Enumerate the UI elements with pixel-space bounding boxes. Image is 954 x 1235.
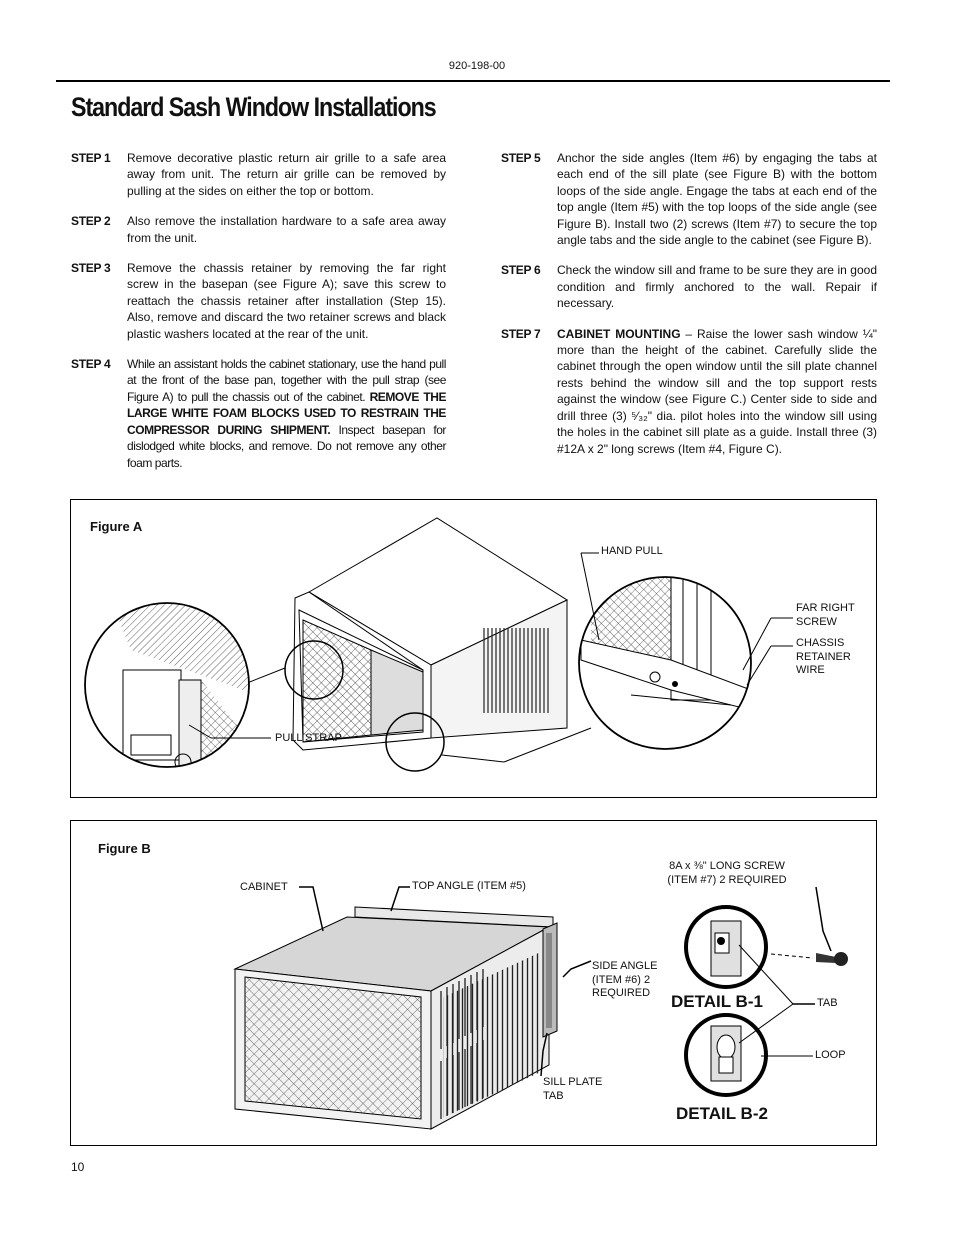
air-conditioner-unit <box>293 518 567 750</box>
step-label: STEP 3 <box>71 261 111 276</box>
step-text <box>127 356 446 471</box>
page-number: 10 <box>71 1160 85 1174</box>
step-3 <box>71 260 446 342</box>
figure-b-box <box>70 820 877 1146</box>
top-angle-label: TOP ANGLE (ITEM #5) <box>412 880 526 892</box>
step-text: Remove the chassis retainer by removing the far right screw in the basepan (see Figure A); save this screw to reattach the chassis retainer after installation (Step 15). Also, remove and discard the two retainer screws and black plastic washers located at the rear of the unit. <box>127 261 446 341</box>
figure-a-box <box>70 499 877 798</box>
pull-strap-detail <box>81 600 271 770</box>
steps-right-column <box>501 150 877 471</box>
screw-label-line1: 8A x ⅜" LONG SCREW <box>669 860 785 872</box>
loop-label: LOOP <box>815 1049 846 1061</box>
tab-label: TAB <box>817 997 838 1009</box>
chassis-retainer-wire-label: CHASSIS RETAINER WIRE <box>796 637 851 676</box>
step-4-text-end: Inspect basepan for dislodged white blocks, and remove. Do not remove any other foam parts. <box>127 422 446 470</box>
screw-label-line2: (ITEM #7) 2 REQUIRED <box>667 873 787 886</box>
step-text: Remove decorative plastic return air grille to a safe area away from unit. The return air grille can be removed by pulling at the sides on either the top or bottom. <box>127 151 446 198</box>
detail-b2-circle <box>686 1015 766 1095</box>
step-label: STEP 5 <box>501 151 541 165</box>
step-label: STEP 6 <box>501 263 541 278</box>
step-6 <box>501 262 877 311</box>
screw-drawing <box>771 952 848 966</box>
detail-b1-circle <box>686 907 766 987</box>
figure-b-title: Figure B <box>98 841 151 856</box>
step-7 <box>501 326 877 457</box>
step-5 <box>501 150 877 248</box>
document-number: 920-198-00 <box>448 60 506 72</box>
step-text <box>557 326 877 457</box>
step-4-warning: REMOVE THE LARGE WHITE FOAM BLOCKS USED TO RESTRAIN THE COMPRESSOR DURING SHIPMENT. <box>127 389 446 437</box>
hand-pull-detail <box>571 570 761 760</box>
side-angle-label: SIDE ANGLE (ITEM #6) 2 REQUIRED <box>592 960 658 999</box>
cabinet-drawing <box>235 907 557 1129</box>
pull-strap-label: PULL STRAP <box>275 732 342 744</box>
header-rule <box>56 80 890 82</box>
step-label: STEP 7 <box>501 326 541 341</box>
step-label: STEP 1 <box>71 151 111 165</box>
step-text: Anchor the side angles (Item #6) by engaging the tabs at each end of the sill plate (see Figure B) with the bottom loops of the side angle. Engage the tabs at each end of the top angle (Item #5) with the top loops of the side angle (see Figure B). Install two (2) screws (Item #7) to secure the top angle tabs and the side angle to the cabinet (see Figure B). <box>557 151 877 248</box>
page-title: Standard Sash Window Installations <box>71 92 436 122</box>
figure-a-illustration <box>71 500 875 796</box>
step-text: Check the window sill and frame to be sure they are in good condition and firmly anchored to the wall. Repair if necessary. <box>557 263 877 311</box>
step-1 <box>71 150 446 199</box>
step-7-heading: CABINET MOUNTING <box>557 326 681 341</box>
step-4-text-start: While an assistant holds the cabinet stationary, use the hand pull at the front of the base pan, together with the pull strap (see Figure A) to pull the chassis out of the cabinet. <box>127 357 446 404</box>
cabinet-label: CABINET <box>240 881 288 893</box>
hand-pull-label: HAND PULL <box>601 545 663 557</box>
step-2 <box>71 213 446 246</box>
step-4 <box>71 356 446 471</box>
step-label: STEP 2 <box>71 214 111 229</box>
far-right-screw-label: FAR RIGHT SCREW <box>796 602 855 628</box>
detail-b2-label: DETAIL B-2 <box>676 1104 768 1123</box>
sill-plate-tab-label: SILL PLATE TAB <box>543 1076 603 1102</box>
steps-left-column <box>71 150 446 485</box>
detail-b1-label: DETAIL B-1 <box>671 992 763 1011</box>
step-text: Also remove the installation hardware to a safe area away from the unit. <box>127 214 446 245</box>
screw-label <box>657 860 797 887</box>
step-7-body: – Raise the lower sash window ¼" more than the height of the cabinet. Carefully slide the cabinet through the open window until the sill plate channel rests behind the window sill and the top support rests against the window (see Figure C.) Center side to side and drill three (3) ⁵⁄₃₂" dia. pilot holes into the window sill using the holes in the cabinet sill plate as a guide. Install three (3) #12A x 2" long screws (Item #4, Figure C). <box>557 326 877 456</box>
figure-a-title: Figure A <box>90 519 143 534</box>
step-label: STEP 4 <box>71 357 111 372</box>
